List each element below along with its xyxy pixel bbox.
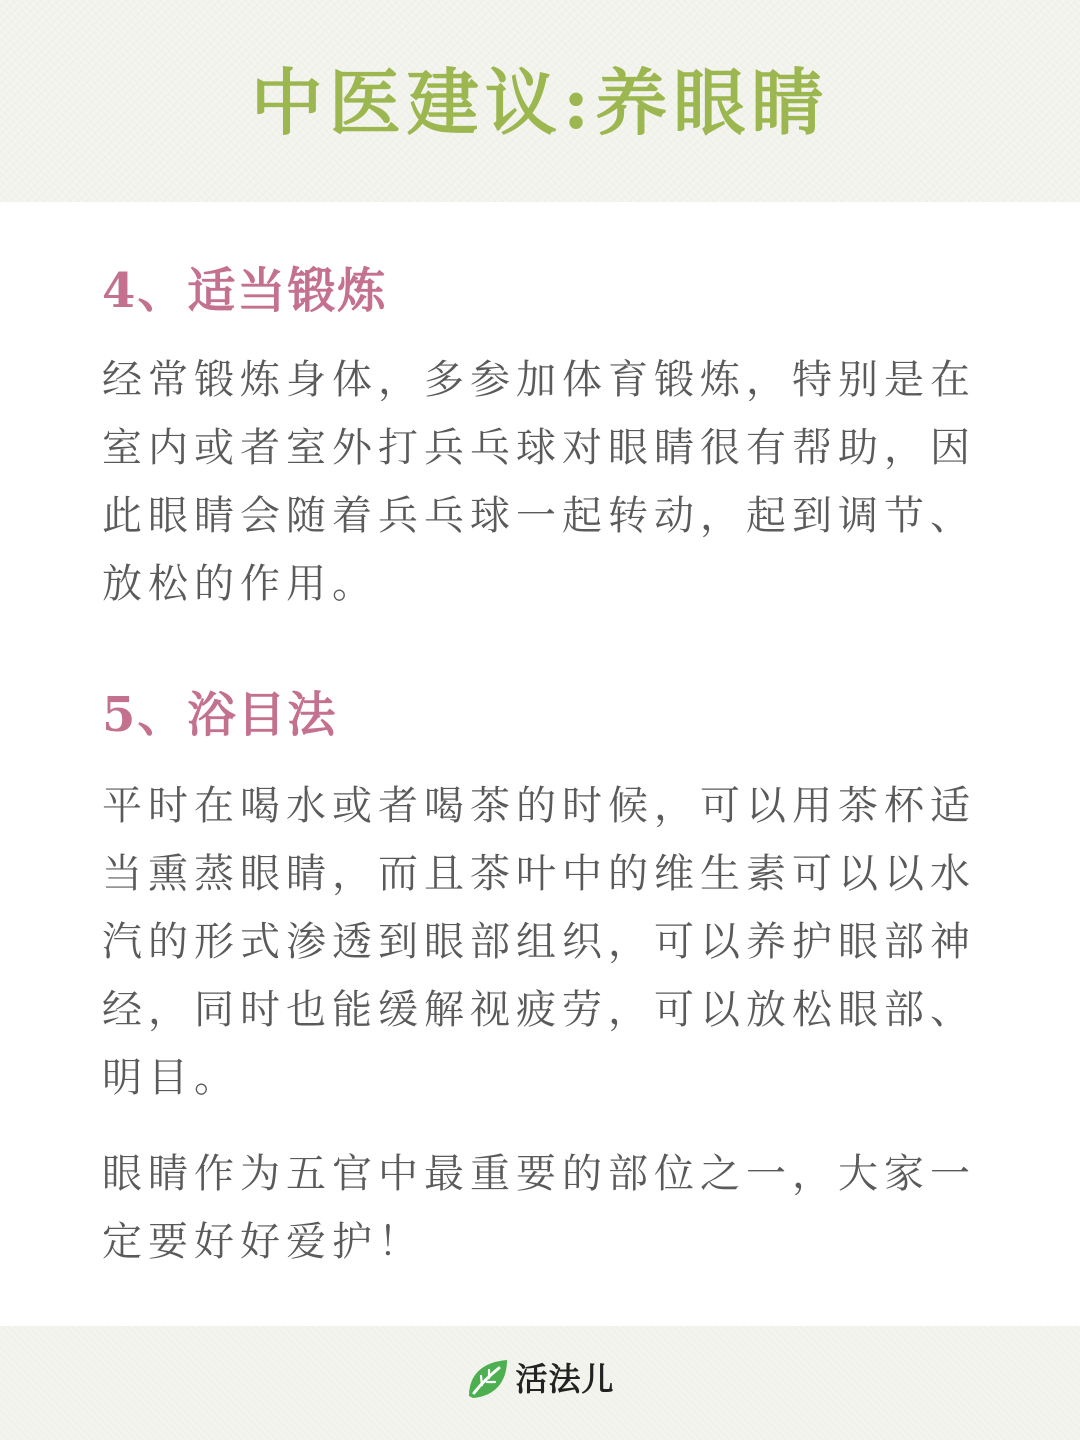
closing-text: 眼睛作为五官中最重要的部位之一，大家一定要好好爱护！ <box>102 1151 976 1265</box>
section-text-5: 平时在喝水或者喝茶的时候，可以用茶杯适当熏蒸眼睛，而且茶叶中的维生素可以以水汽的形式渗透到眼部组织，可以养护眼部神经，同时也能缓解视疲劳，可以放松眼部、明目。 <box>102 783 976 1101</box>
brand-logo <box>0 1356 1080 1402</box>
section-title-5: 5、浴目法 <box>102 687 338 743</box>
section-title-4: 4、适当锻炼 <box>102 263 388 319</box>
section-text-4: 经常锻炼身体，多参加体育锻炼，特别是在室内或者室外打兵乓球对眼睛很有帮助，因此眼睛会随着兵乓球一起转动，起到调节、放松的作用。 <box>102 357 976 607</box>
leaf-icon <box>465 1356 511 1402</box>
page-title: 中医建议:养眼睛 <box>250 60 830 145</box>
article-body <box>102 258 982 1276</box>
brand-name: 活法儿 <box>515 1360 615 1398</box>
